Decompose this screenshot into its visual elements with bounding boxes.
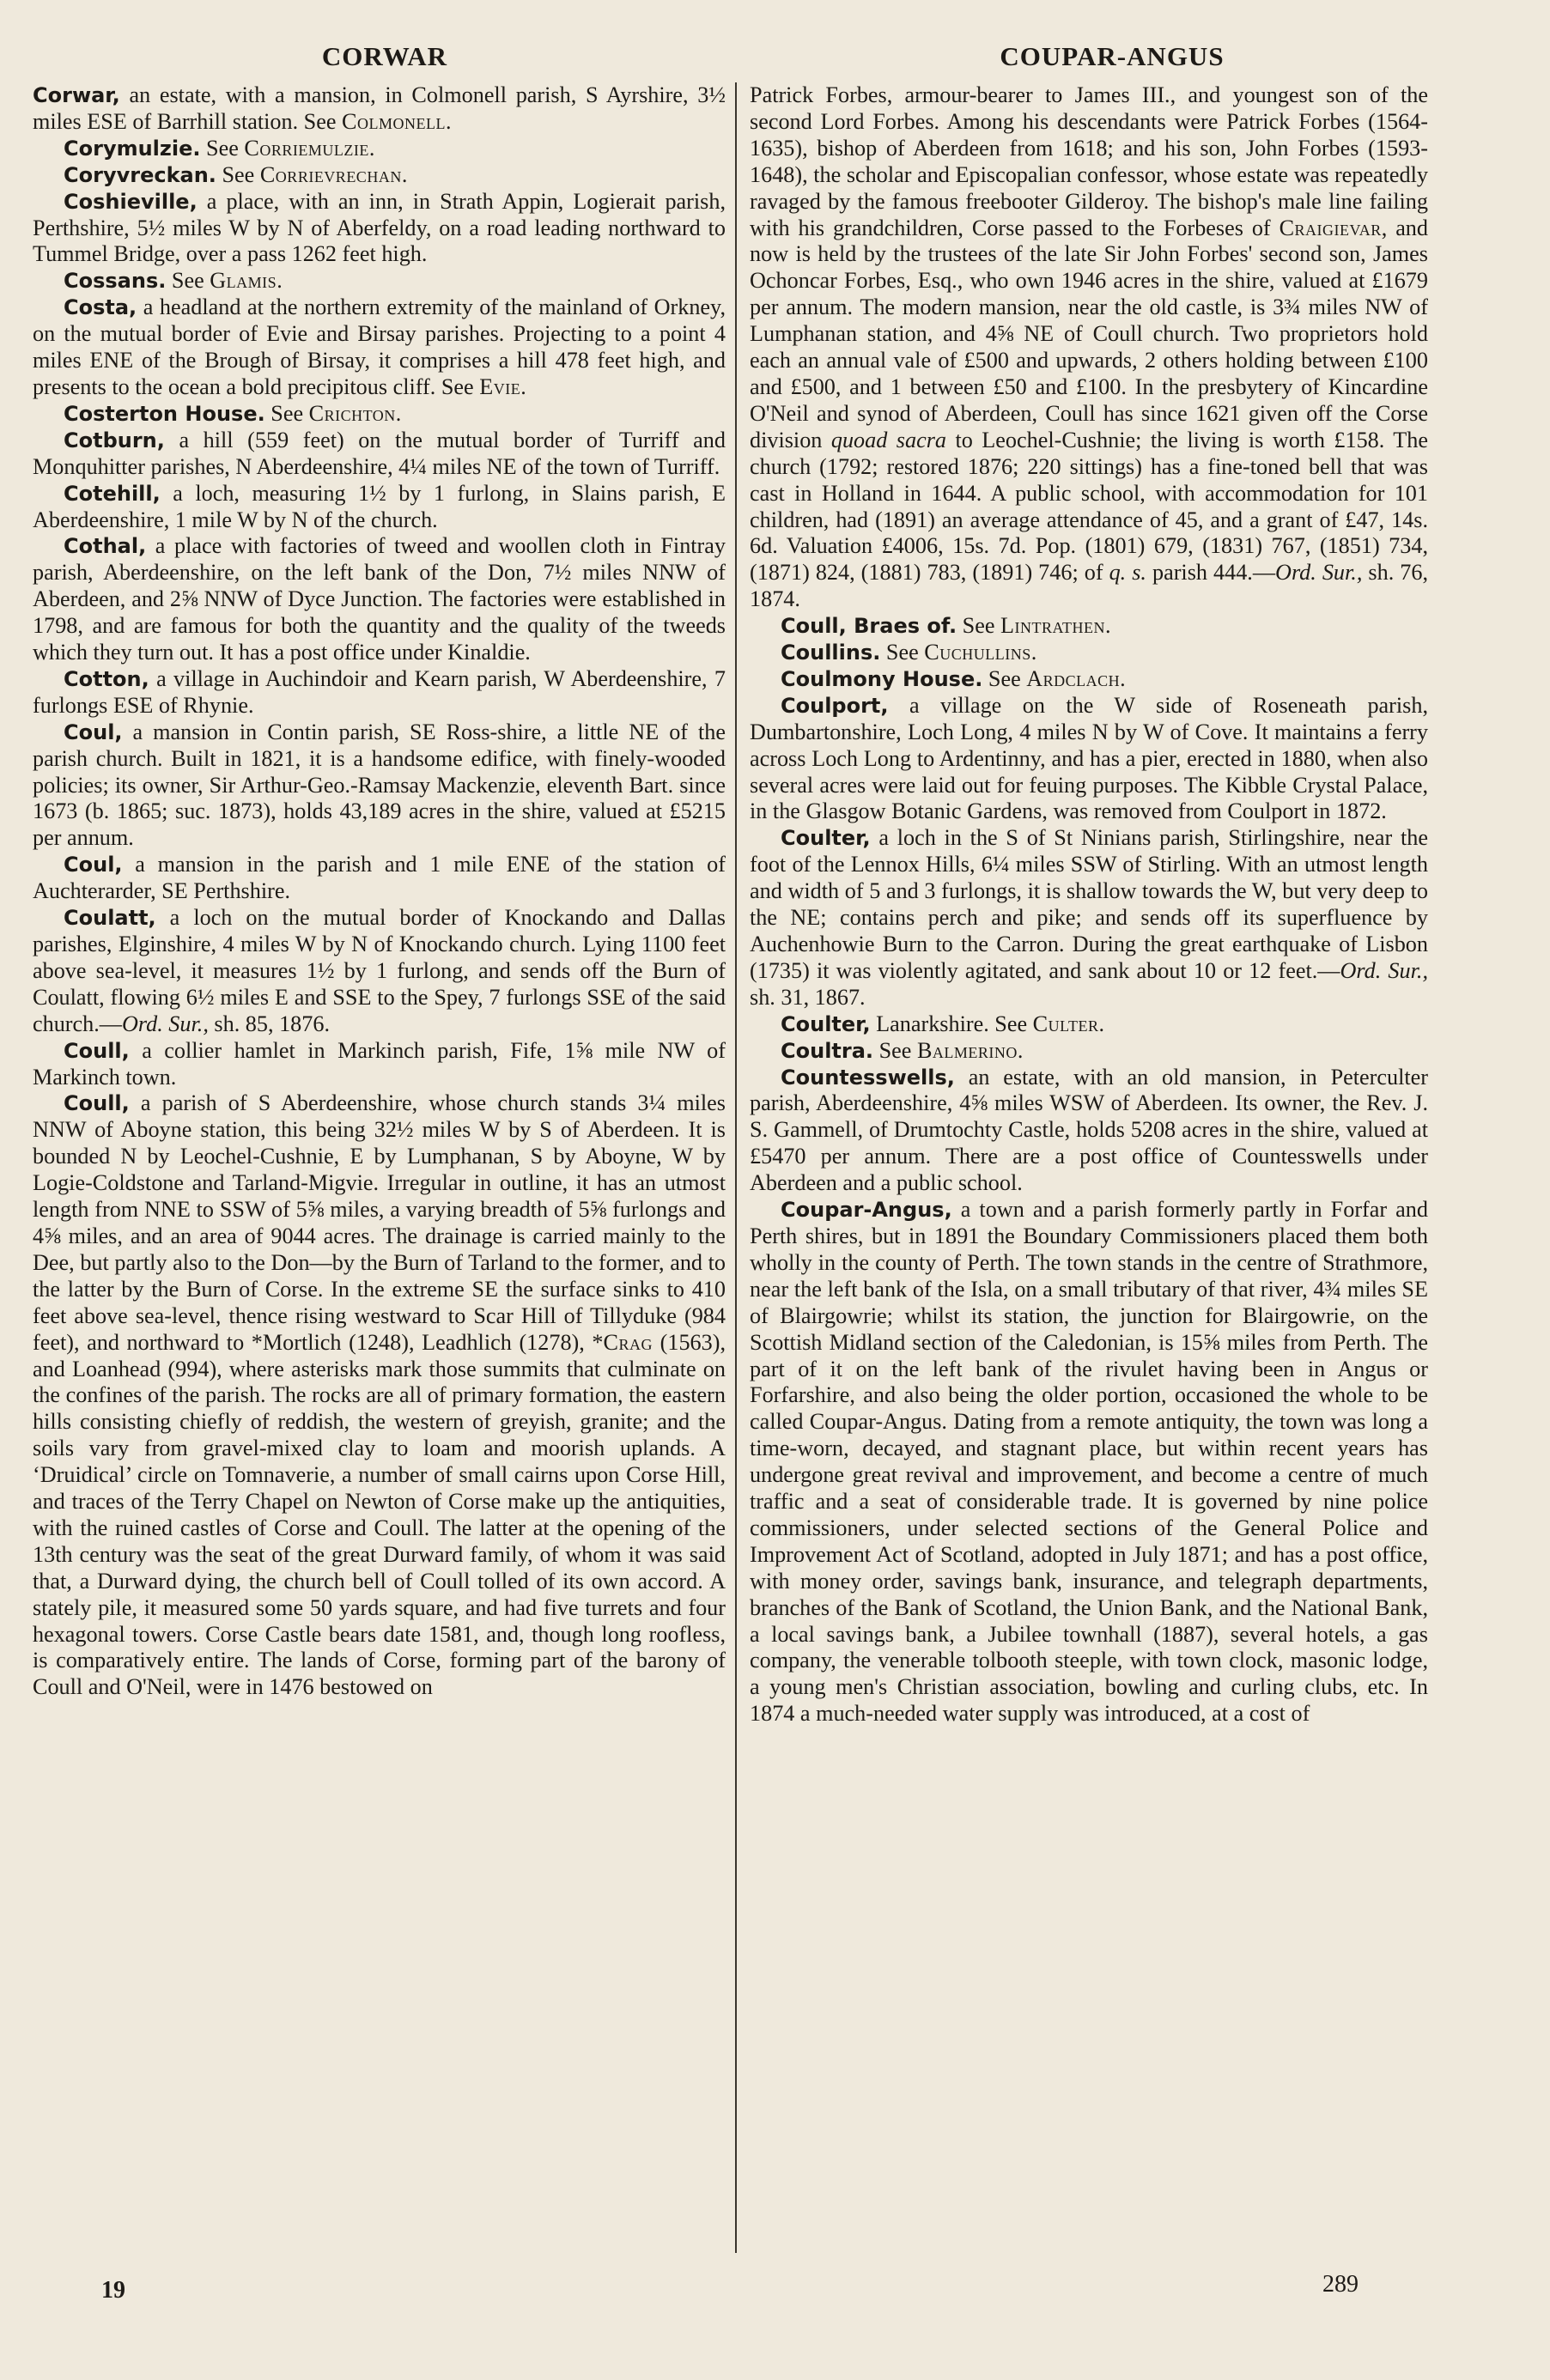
- entry-text: See: [216, 161, 260, 187]
- cross-reference: Crag: [603, 1329, 653, 1355]
- entry-text: See: [880, 640, 925, 665]
- cross-reference: Lintrathen: [1000, 613, 1105, 639]
- entry-headword: Countesswells,: [781, 1065, 955, 1090]
- signature-mark: 19: [101, 2277, 125, 2304]
- italic-text: q. s.: [1109, 560, 1146, 586]
- entry-text: .: [1017, 1037, 1024, 1063]
- entry-text: .: [1120, 665, 1126, 691]
- italic-text: Ord. Sur.,: [121, 1011, 209, 1036]
- entry-text: a village on the W side of Roseneath parish, Dumbartonshire, Loch Long, 4 miles N by W of Cove. It maintains a ferry across Loch Long to Ardentinny, and has a pier, erected in 1880, when also several acres were laid out for feuing purposes. The Kibble Crystal Palace, in the Glasgow Botanic Gardens, was removed from Coulport in 1872.: [750, 692, 1428, 824]
- entry-headword: Costerton House.: [64, 401, 265, 426]
- entry-headword: Corymulzie.: [64, 136, 201, 161]
- entry-text: , and now is held by the trustees of the late Sir John Forbes' second son, James Ochoncar Forbes, Esq., who own 1946 acres in the shire, valued at £1679 per annum. The modern mansion, near the old castle, is 3¾ miles NW of Lumphanan station, and 4⅝ NE of Coull church. Two proprietors hold each an annual vale of £500 and upwards, 2 others holding between £100 and £500, and 1 between £50 and £100. In the presbytery of Kincardine O'Neil and synod of Aberdeen, Coull has since 1621 given off the Corse division: [750, 215, 1428, 452]
- gazetteer-entry: [33, 401, 726, 428]
- left-running-head: CORWAR: [321, 41, 448, 71]
- gazetteer-entry: [33, 533, 726, 666]
- gazetteer-entry: [33, 1090, 726, 1701]
- gazetteer-entry: [33, 428, 726, 481]
- cross-reference: Colmonell: [342, 108, 446, 134]
- gazetteer-entry: [33, 905, 726, 1038]
- gazetteer-entry: [750, 666, 1428, 693]
- cross-reference: Ardclach: [1026, 665, 1121, 691]
- left-column: [33, 82, 726, 2276]
- entry-headword: Coshieville,: [64, 189, 198, 214]
- gazetteer-entry: [33, 666, 726, 719]
- entry-text: sh. 31, 1867.: [750, 984, 866, 1010]
- gazetteer-entry: [33, 1038, 726, 1091]
- entry-text: a hill (559 feet) on the mutual border of Turriff and Monquhitter parishes, N Aberdeenshire, 4¼ miles NE of the town of Turriff.: [33, 427, 726, 479]
- entry-text: sh. 76, 1874.: [750, 560, 1428, 612]
- cross-reference: Cuchullins: [924, 640, 1031, 665]
- entry-text: an estate, with an old mansion, in Peterculter parish, Aberdeenshire, 4⅝ miles WSW of Aberdeen. Its owner, the Rev. J. S. Gammell, of Drumtochty Castle, holds 5208 acres in the shire, valued at £5470 per annum. There are a post office of Countesswells under Aberdeen and a public school.: [750, 1064, 1428, 1196]
- cross-reference: Evie: [479, 373, 521, 399]
- cross-reference: Crichton: [308, 400, 396, 426]
- gazetteer-entry: [33, 481, 726, 534]
- entry-text: a collier hamlet in Markinch parish, Fife, 1⅝ mile NW of Markinch town.: [33, 1037, 726, 1090]
- entry-headword: Cotton,: [64, 666, 149, 691]
- entry-headword: Coull,: [64, 1038, 130, 1063]
- entry-text: .: [1030, 640, 1037, 665]
- cross-reference: Balmerino: [916, 1037, 1018, 1063]
- entry-text: a place with factories of tweed and woollen cloth in Fintray parish, Aberdeenshire, on the left bank of the Don, 7½ miles NNW of Aberdeen, and 2⅝ NNW of Dyce Junction. The factories were established in 1798, and are famous for both the quantity and the quality of the tweeds which they turn out. It has a post office under Kinaldie.: [33, 533, 726, 665]
- cross-reference: Glamis: [210, 268, 277, 294]
- gazetteer-entry: [750, 613, 1428, 640]
- gazetteer-entry: [750, 1011, 1428, 1038]
- entry-headword: Coulatt,: [64, 906, 156, 931]
- entry-text: Patrick Forbes, armour-bearer to James III., and youngest son of the second Lord Forbes. Among his descendants were Patrick Forbes (1564-1635), bishop of Aberdeen from 1618; and his son, John Forbes (1593-1648), the scholar and Episcopalian confessor, whose estate was repeatedly ravaged by the famous freebooter Gilderoy. The bishop's male line failing with his grandchildren, Corse passed to the Forbeses of: [750, 82, 1428, 240]
- gazetteer-entry: [33, 268, 726, 294]
- italic-text: Ord. Sur.,: [1340, 957, 1428, 983]
- entry-text: an estate, with a mansion, in Colmonell parish, S Ayrshire, 3½ miles ESE of Barrhill station. See: [33, 82, 726, 134]
- entry-headword: Coryvreckan.: [64, 162, 216, 187]
- gazetteer-entry: [33, 82, 726, 136]
- gazetteer-entry: [750, 1038, 1428, 1065]
- cross-reference: Craigievar: [1279, 215, 1382, 240]
- gazetteer-entry: [33, 852, 726, 905]
- entry-headword: Cotburn,: [64, 428, 165, 452]
- right-column: [750, 82, 1428, 2276]
- entry-text: a parish of S Aberdeenshire, whose church stands 3¼ miles NNW of Aboyne station, this being 32½ miles W by S of Aberdeen. It is bounded N by Leochel-Cushnie, E by Lumphanan, S by Aboyne, W by Logie-Coldstone and Tarland-Migvie. Irregular in outline, it has an utmost length from NNE to SSW of 5⅝ miles, a varying breadth of 5⅝ furlongs and 4⅝ miles, and an area of 9044 acres. The drainage is carried mainly to the Dee, but partly also to the Don—by the Burn of Tarland to the former, and to the latter by the Burn of Corse. In the extreme SE the surface sinks to 410 feet above sea-level, thence rising westward to Scar Hill of Tillyduke (984 feet), and northward to *Mortlich (1248), Leadhlich (1278), *: [33, 1090, 726, 1355]
- entry-text: a town and a parish formerly partly in Forfar and Perth shires, but in 1891 the Boundary Commissioners placed them both wholly in the county of Perth. The town stands in the centre of Strathmore, near the left bank of the Isla, on a small tributary of that river, 4¾ miles SE of Blairgowrie; whilst its station, the junction for Blairgowrie, on the Scottish Midland section of the Caledonian, is 15⅝ miles from Perth. The part of it on the left bank of the rivulet having been in Angus or Forfarshire, and also being the older portion, occasioned the whole to be called Coupar-Angus. Dating from a remote antiquity, the town was long a time-worn, decayed, and stagnant place, but within recent years has undergone great revival and improvement, and become a centre of much traffic and a seat of considerable trade. It is governed by nine police commissioners, under selected sections of the General Police and Improvement Act of Scotland, adopted in July 1871; and has a post office, with money order, savings bank, insurance, and telegraph departments, branches of the Bank of Scotland, the Union Bank, and the National Bank, a local savings bank, a Jubilee townhall (1887), several hotels, a gas company, the venerable tolbooth steeple, with town clock, masonic lodge, a young men's Christian association, bowling and curling clubs, etc. In 1874 a much-needed water supply was introduced, at a cost of: [750, 1197, 1428, 1727]
- entry-headword: Coulter,: [781, 1011, 871, 1036]
- entry-text: .: [445, 108, 452, 134]
- gazetteer-entry: [750, 1197, 1428, 1727]
- entry-text: .: [401, 161, 408, 187]
- entry-text: a village in Auchindoir and Kearn parish, W Aberdeenshire, 7 furlongs ESE of Rhynie.: [33, 665, 726, 718]
- gazetteer-entry: [33, 189, 726, 269]
- gazetteer-entry: [33, 294, 726, 401]
- entry-headword: Coull, Braes of.: [781, 614, 957, 639]
- gazetteer-entry: [750, 825, 1428, 1011]
- entry-text: .: [1098, 1011, 1105, 1036]
- entry-headword: Coulter,: [781, 826, 871, 851]
- entry-headword: Cossans.: [64, 269, 167, 294]
- entry-text: .: [395, 400, 402, 426]
- entry-text: a loch on the mutual border of Knockando and Dallas parishes, Elginshire, 4 miles W by N of Knockando church. Lying 1100 feet above sea-level, it measures 1½ by 1 furlong, and sends off the Burn of Coulatt, flowing 6½ miles E and SSE to the Spey, 7 furlongs SSE of the said church.—: [33, 905, 726, 1036]
- entry-text: a place, with an inn, in Strath Appin, Logierait parish, Perthshire, 5½ miles W by N of Aberfeldy, on a road leading northward to Tummel Bridge, over a pass 1262 feet high.: [33, 188, 726, 267]
- italic-text: quoad sacra: [830, 427, 946, 452]
- entry-text: Lanarkshire. See: [870, 1011, 1033, 1036]
- gazetteer-entry: [33, 162, 726, 189]
- entry-text: sh. 85, 1876.: [208, 1011, 331, 1036]
- gazetteer-entry: [33, 719, 726, 853]
- entry-headword: Cotehill,: [64, 481, 161, 506]
- gazetteer-entry: [750, 82, 1428, 613]
- entry-headword: Corwar,: [33, 83, 120, 107]
- gazetteer-entry: [750, 693, 1428, 826]
- italic-text: Ord. Sur.,: [1275, 560, 1363, 586]
- entry-headword: Coupar-Angus,: [781, 1198, 952, 1223]
- entry-text: See: [200, 135, 245, 161]
- entry-text: See: [264, 400, 309, 426]
- entry-text: parish 444.—: [1146, 560, 1276, 586]
- entry-headword: Coulport,: [781, 693, 889, 718]
- entry-headword: Cothal,: [64, 534, 147, 559]
- entry-text: See: [873, 1037, 917, 1063]
- entry-headword: Coulmony House.: [781, 666, 983, 691]
- cross-reference: Corriemulzie: [244, 135, 369, 161]
- entry-headword: Coull,: [64, 1091, 130, 1116]
- entry-headword: Coul,: [64, 719, 123, 744]
- cross-reference: Corrievrechan: [259, 161, 402, 187]
- entry-text: a mansion in Contin parish, SE Ross-shire, a little NE of the parish church. Built in 1821, it is a handsome edifice, with finely-wooded policies; its owner, Sir Arthur-Geo.-Ramsay Mackenzie, eleventh Bart. since 1673 (b. 1865; suc. 1873), holds 43,189 acres in the shire, valued at £5215 per annum.: [33, 719, 726, 851]
- entry-headword: Coultra.: [781, 1038, 874, 1063]
- entry-text: (1563), and Loanhead (994), where asterisks mark those summits that culminate on the confines of the parish. The rocks are all of primary formation, the eastern hills consisting chiefly of reddish, the western of greyish, granite; and the soils vary from gravel-mixed clay to loam and moorish uplands. A ‘Druidical’ circle on Tomnaverie, a number of small cairns upon Corse Hill, and traces of the Terry Chapel on Newton of Corse make up the antiquities, with the ruined castles of Corse and Coull. The latter at the opening of the 13th century was the seat of the great Durward family, of whom it was said that, a Durward dying, the church bell of Coull tolled of its own accord. A stately pile, it measured some 50 yards square, and had five turrets and four hexagonal towers. Corse Castle bears date 1581, and, though long roofless, is comparatively entire. The lands of Corse, forming part of the barony of Coull and O'Neil, were in 1476 bestowed on: [33, 1329, 726, 1700]
- entry-text: See: [957, 613, 1000, 639]
- entry-text: .: [1104, 613, 1111, 639]
- cross-reference: Culter: [1032, 1011, 1099, 1036]
- entry-headword: Coul,: [64, 853, 123, 877]
- entry-text: to Leochel-Cushnie; the living is worth £158. The church (1792; restored 1876; 220 sittings) has a fine-toned bell that was cast in Holland in 1644. A public school, with accommodation for 101 children, had (1891) an average attendance of 45, and a grant of £47, 14s. 6d. Valuation £4006, 15s. 7d. Pop. (1801) 679, (1831) 767, (1851) 734, (1871) 824, (1881) 783, (1891) 746; of: [750, 427, 1428, 586]
- entry-text: .: [277, 268, 283, 294]
- gazetteer-entry: [750, 1065, 1428, 1198]
- entry-text: See: [166, 268, 210, 294]
- entry-text: a loch in the S of St Ninians parish, Stirlingshire, near the foot of the Lennox Hills, 6¼ miles SSW of Stirling. With an utmost length and width of 5 and 3 furlongs, it is shallow towards the W, but very deep to the NE; contains perch and pike; and sends off its superfluence by Auchenhowie Burn to the Carron. During the great earthquake of Lisbon (1735) it was violently agitated, and sank about 10 or 12 feet.—: [750, 825, 1428, 983]
- entry-text: a headland at the northern extremity of the mainland of Orkney, on the mutual border of Evie and Birsay parishes. Projecting to a point 4 miles ENE of the Brough of Birsay, it comprises a hill 478 feet high, and presents to the ocean a bold precipitous cliff. See: [33, 294, 726, 399]
- entry-text: .: [520, 373, 526, 399]
- entry-headword: Costa,: [64, 295, 137, 320]
- gazetteer-entry: [750, 640, 1428, 666]
- page-number: 289: [1322, 2271, 1359, 2298]
- entry-text: .: [368, 135, 375, 161]
- gazetteer-entry: [33, 136, 726, 162]
- entry-text: a loch, measuring 1½ by 1 furlong, in Slains parish, E Aberdeenshire, 1 mile W by N of the church.: [33, 480, 726, 532]
- entry-text: a mansion in the parish and 1 mile ENE of the station of Auchterarder, SE Perthshire.: [33, 852, 726, 904]
- entry-text: See: [982, 665, 1027, 691]
- entry-headword: Coullins.: [781, 641, 881, 665]
- right-running-head: COUPAR-ANGUS: [1000, 41, 1225, 71]
- column-divider: [735, 82, 737, 2253]
